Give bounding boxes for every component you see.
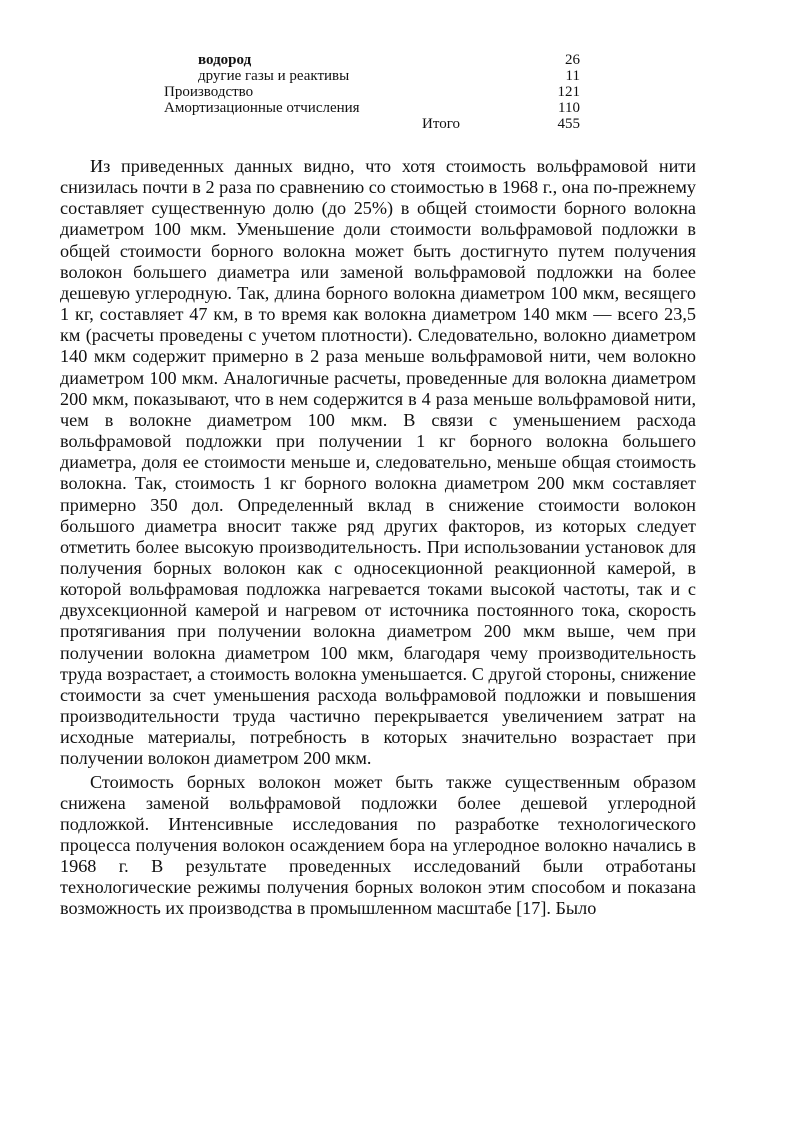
row-value: 11 <box>565 68 580 84</box>
table-row <box>160 84 600 100</box>
table-total-row <box>160 116 600 132</box>
table-row <box>160 100 600 116</box>
row-label: другие газы и реактивы <box>198 68 350 84</box>
row-label: водород <box>198 52 252 68</box>
row-value: 121 <box>557 84 580 100</box>
row-label: Производство <box>164 84 254 100</box>
paragraph: Стоимость борных волокон может быть также существенным образом снижена заменой вольфрамовой подложки более дешевой углеродной подложкой. Интенсивные исследования по разработке технологического процесса получения волокон осаждением бора на углеродное волокно начались в 1968 г. В результате проведенных исследований были отработаны технологические режимы получения борных волокон этим способом и показана возможность их производства в промышленном масштабе [17]. Было <box>60 771 696 919</box>
table-row <box>160 52 600 68</box>
table-row <box>160 68 600 84</box>
row-value: 110 <box>558 100 580 116</box>
body-text <box>60 156 696 920</box>
paragraph: Из приведенных данных видно, что хотя стоимость вольфрамовой нити снизилась почти в 2 раза по сравнению со стоимостью в 1968 г., она по-прежнему составляет существенную долю (до 25%) в общей стоимости борного волокна диаметром 100 мкм. Уменьшение доли стоимости вольфрамовой подложки в общей стоимости борного волокна может быть достигнуто путем получения волокон большего диаметра или заменой вольфрамовой подложки на более дешевую углеродную. Так, длина борного волокна диаметром 100 мкм, весящего 1 кг, составляет 47 км, в то время как волокна диаметром 140 мкм — всего 23,5 км (расчеты проведены с учетом плотности). Следовательно, волокно диаметром 140 мкм содержит примерно в 2 раза меньше вольфрамовой нити, чем волокно диаметром 100 мкм. Аналогичные расчеты, проведенные для волокна диаметром 200 мкм, показывают, что в нем содержится в 4 раза меньше вольфрамовой нити, чем в волокне диаметром 100 мкм. В связи с уменьшением расхода вольфрамовой подложки при получении 1 кг борного волокна большего диаметра, доля ее стоимости меньше и, следовательно, меньше общая стоимость волокна. Так, стоимость 1 кг борного волокна диаметром 200 мкм составляет примерно 350 дол. Определенный вклад в снижение стоимости волокон большого диаметра вносит также ряд других факторов, из которых следует отметить более высокую производительность. При использовании установок для получения борных волокон как с односекционной реакционной камерой, в которой вольфрамовая подложка нагревается токами высокой частоты, так и с двухсекционной камерой и нагревом от источника постоянного тока, скорость протягивания при получении волокна диаметром 200 мкм выше, чем при получении волокна диаметром 100 мкм, благодаря чему производительность труда возрастает, а стоимость волокна уменьшается. С другой стороны, снижение стоимости за счет уменьшения расхода вольфрамовой подложки и повышения производительности труда частично перекрывается увеличением затрат на исходные материалы, потребность в которых значительно возрастает при получении волокон диаметром 200 мкм. <box>60 156 696 769</box>
cost-table <box>160 52 600 132</box>
total-label: Итого <box>422 116 460 132</box>
row-label: Амортизационные отчисления <box>164 100 360 116</box>
total-value: 455 <box>557 116 580 132</box>
row-value: 26 <box>565 52 580 68</box>
